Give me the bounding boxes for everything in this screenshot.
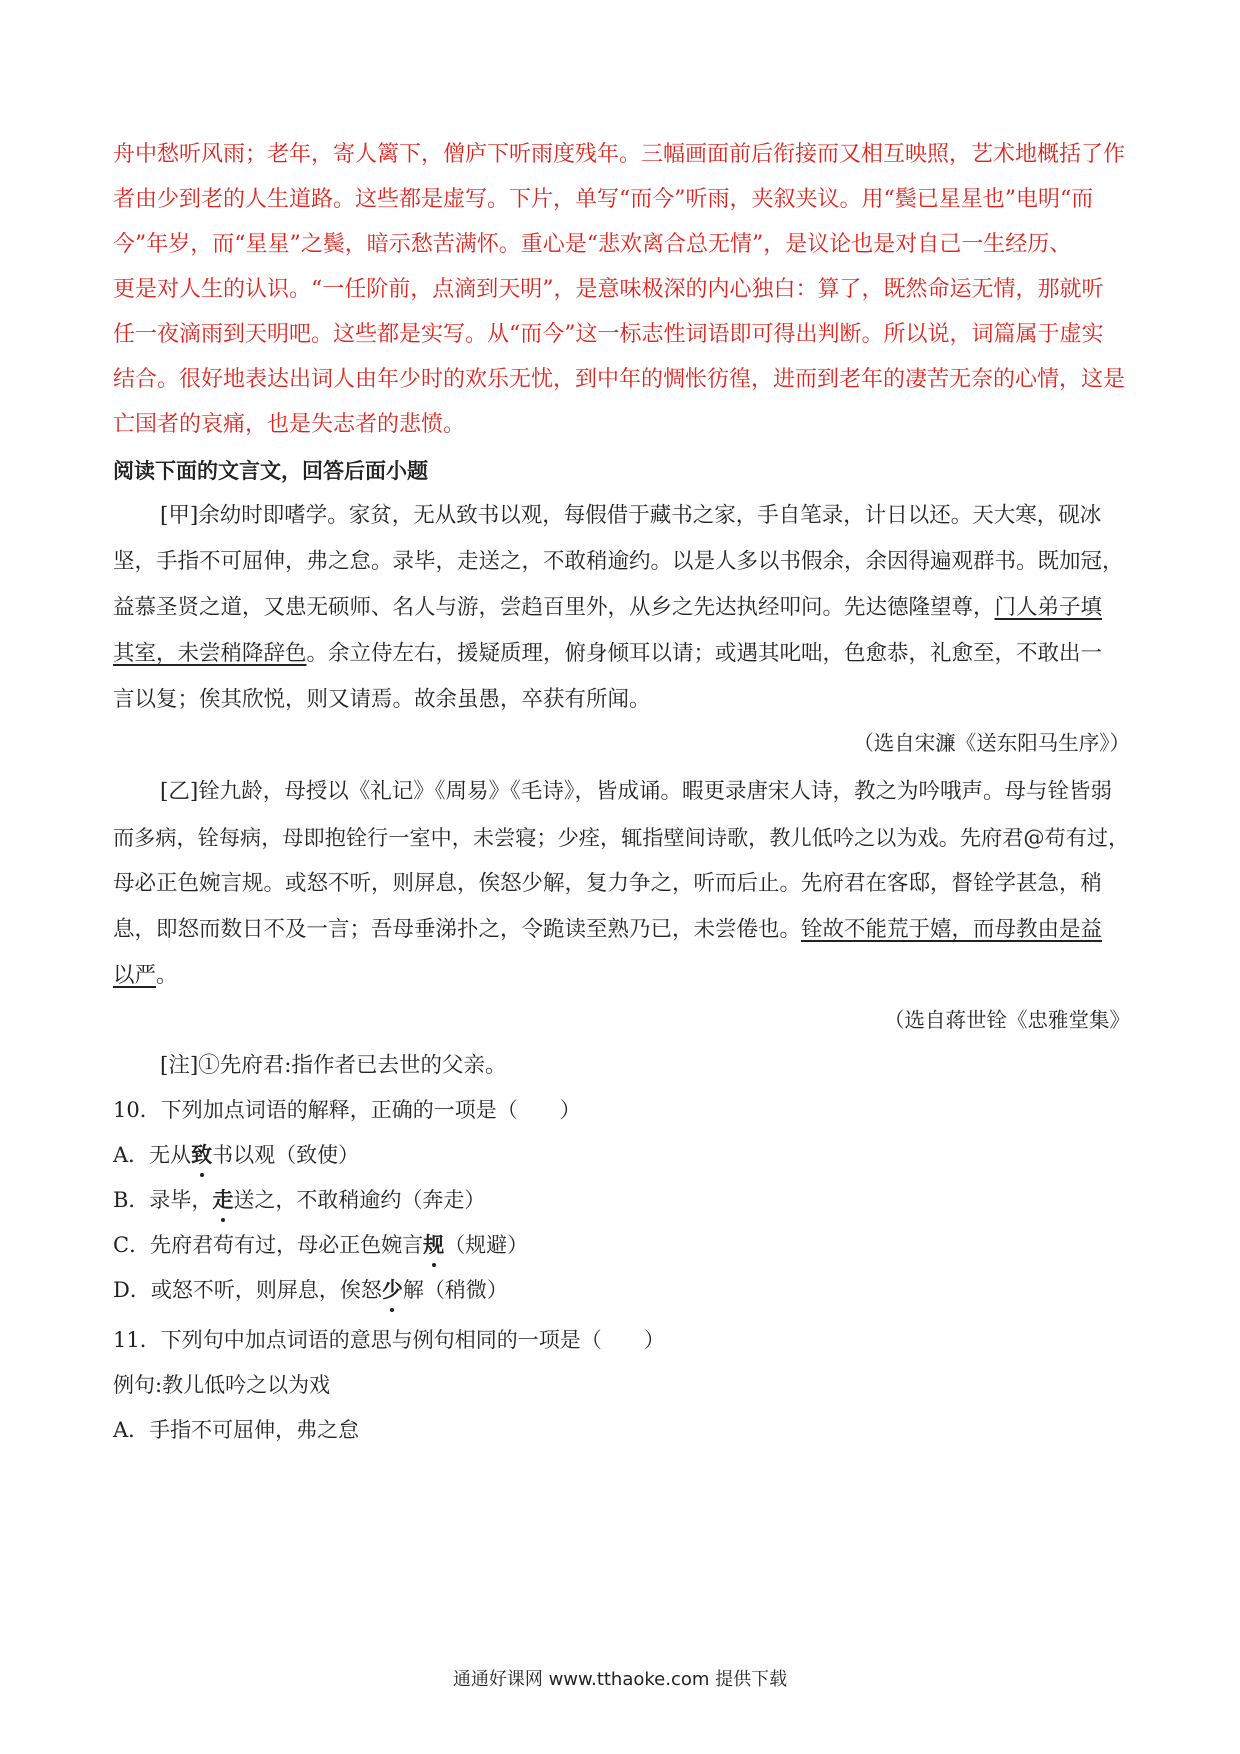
option-text: A．无从 xyxy=(113,1143,192,1167)
option-text: C．先府君苟有过，母必正色婉言 xyxy=(113,1233,424,1257)
passage-line: 坚，手指不可屈伸，弗之怠。录毕，走送之，不敢稍逾约。以是人多以书假余，余因得遍观群书。既加冠， xyxy=(113,549,1124,574)
passage-line xyxy=(113,914,1102,946)
underlined-sentence: 以严 xyxy=(113,963,157,988)
option-text: 送之，不敢稍逾约（奔走） xyxy=(233,1188,486,1212)
passage-line xyxy=(113,592,1102,624)
dotted-word: 致 xyxy=(191,1140,212,1170)
dotted-word: 走 xyxy=(212,1185,233,1215)
passage-line xyxy=(113,638,1102,670)
analysis-line: 今”年岁，而“星星”之鬓，暗示愁苦满怀。重心是“悲欢离合总无情”，是议论也是对自己一生经历、 xyxy=(113,232,1072,257)
passage-line: 言以复；俟其欣悦，则又请焉。故余虽愚，卒获有所闻。 xyxy=(113,687,651,712)
option-text: （规避） xyxy=(444,1233,529,1257)
underlined-sentence: 门人弟子填 xyxy=(994,595,1103,620)
analysis-line: 结合。很好地表达出词人由年少时的欢乐无忧，到中年的惆怅彷徨，进而到老年的凄苦无奈的心情，这是 xyxy=(113,367,1126,392)
option-text: 解（稍微） xyxy=(402,1278,508,1302)
analysis-line: 更是对人生的认识。“一任阶前，点滴到天明”，是意味极深的内心独白：算了，既然命运无情，那就听 xyxy=(113,277,1104,302)
passage-line: [乙]铨九龄，母授以《礼记》《周易》《毛诗》，皆成诵。暇更录唐宋人诗，教之为吟哦声。母与铨皆弱 xyxy=(160,779,1113,804)
passage-line: 母必正色婉言规。或怒不听，则屏息，俟怒少解，复力争之，听而后止。先府君在客邸，督铨学甚急，稍 xyxy=(113,871,1103,896)
section-heading: 阅读下面的文言文，回答后面小题 xyxy=(113,458,428,483)
page-footer: 通通好课网 www.tthaoke.com 提供下载 xyxy=(452,1669,788,1690)
option-a xyxy=(113,1140,359,1170)
underlined-sentence: 铨故不能荒于嬉，而母教由是益 xyxy=(801,917,1103,942)
question-stem: 10．下列加点词语的解释，正确的一项是（ ） xyxy=(113,1098,581,1122)
analysis-line: 舟中愁听风雨；老年，寄人篱下，僧庐下听雨度残年。三幅画面前后衔接而又相互映照，艺术地概括了作 xyxy=(113,142,1126,167)
option-text: B．录毕， xyxy=(113,1188,213,1212)
passage-line: [甲]余幼时即嗜学。家贫，无从致书以观，每假借于藏书之家，手自笔录，计日以还。天大寒，砚冰 xyxy=(160,503,1102,528)
option-b xyxy=(113,1185,485,1215)
source-citation: （选自宋濂《送东阳马生序》） xyxy=(853,731,1130,755)
passage-text: 益慕圣贤之道，又患无硕师、名人与游，尝趋百里外，从乡之先达执经叩问。先达德隆望尊， xyxy=(113,595,995,620)
passage-text: 。余立侍左右，援疑质理，俯身倾耳以请；或遇其叱咄，色愈恭，礼愈至，不敢出一 xyxy=(306,641,1103,666)
dotted-word: 规 xyxy=(423,1230,444,1260)
example-sentence: 例句:教儿低吟之以为戏 xyxy=(113,1373,331,1397)
option-a: A．手指不可屈伸，弗之怠 xyxy=(113,1418,360,1442)
analysis-line: 亡国者的哀痛，也是失志者的悲愤。 xyxy=(113,412,466,437)
dotted-word: 少 xyxy=(382,1275,403,1305)
underlined-sentence: 其室，未尝稍降辞色 xyxy=(113,641,307,666)
passage-line: 而多病，铨每病，母即抱铨行一室中，未尝寝；少痊，辄指壁间诗歌，教儿低吟之以为戏。先府君@苟有过， xyxy=(113,825,1130,850)
option-d xyxy=(113,1275,508,1305)
option-text: D．或怒不听，则屏息，俟怒 xyxy=(113,1278,382,1302)
passage-text: 。 xyxy=(156,963,178,988)
analysis-line: 者由少到老的人生道路。这些都是虚写。下片，单写“而今”听雨，夹叙夹议。用“鬓已星星也”电明“而 xyxy=(113,187,1094,212)
passage-line xyxy=(113,960,178,992)
option-text: 书以观（致使） xyxy=(212,1143,360,1167)
passage-text: 息，即怒而数日不及一言；吾母垂涕扑之，令跪读至熟乃已，未尝倦也。 xyxy=(113,917,802,942)
option-c xyxy=(113,1230,528,1260)
annotation-note: [注]①先府君:指作者已去世的父亲。 xyxy=(160,1053,507,1078)
analysis-line: 任一夜滴雨到天明吧。这些都是实写。从“而今”这一标志性词语即可得出判断。所以说，词篇属于虚实 xyxy=(113,322,1104,347)
source-citation: （选自蒋世铨《忠雅堂集》 xyxy=(884,1008,1130,1032)
question-stem: 11．下列句中加点词语的意思与例句相同的一项是（ ） xyxy=(113,1328,665,1352)
